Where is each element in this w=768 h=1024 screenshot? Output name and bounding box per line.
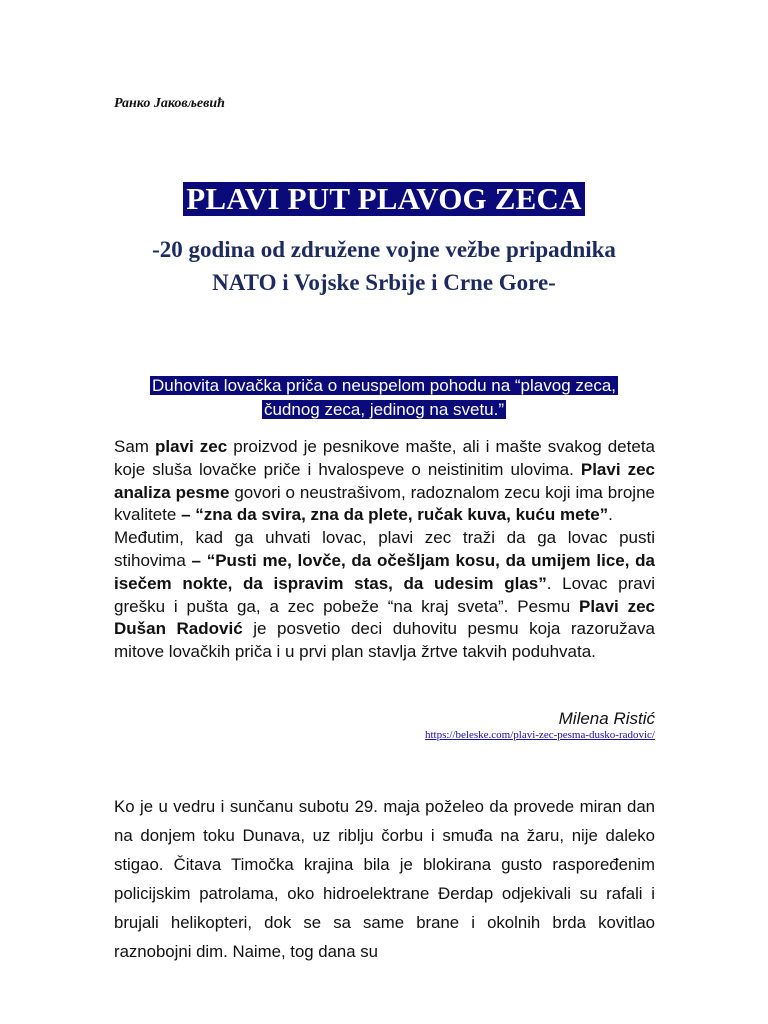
intro-text-run: proizvod je pesnikove mašte, ali i mašte svakog deteta koje sluša lovačke priče i hvalospeve o neistinitim ulovima. xyxy=(114,437,655,479)
intro-paragraph-1 xyxy=(114,436,655,527)
subtitle-line-1: -20 godina od združene vojne vežbe pripadnika xyxy=(152,237,616,262)
intro-text-run: govori o neustrašivom, radoznalom zecu koji ima brojne kvalitete xyxy=(114,482,655,525)
quote-signature: Milena Ristić xyxy=(558,709,655,728)
intro-text-run: . Lovac pravi grešku i pušta ga, a zec pobeže “na kraj sveta”. Pesmu xyxy=(114,573,655,616)
intro-text-run: Sam xyxy=(114,437,156,456)
teaser-highlight xyxy=(0,374,768,422)
teaser-line-1: Duhovita lovačka priča o neuspelom pohodu na “plavog zeca, xyxy=(151,376,616,395)
subtitle-line-2: NATO i Vojske Srbije i Crne Gore- xyxy=(212,270,556,295)
intro-text-run: Međutim, kad ga uhvati lovac, plavi zec traži da ga lovac pusti stihovima xyxy=(114,528,655,570)
intro-text-run: je posvetio deci duhovitu pesmu koja razoružava mitove lovačkih priča i u prvi plan stavlja žrtve takvih poduhvata. xyxy=(114,619,655,662)
intro-text xyxy=(114,436,655,664)
source-link[interactable]: https://beleske.com/plavi-zec-pesma-dusko-radovic/ xyxy=(424,729,655,741)
intro-bold-run: – “zna da svira, zna da plete, ručak kuva, kuću mete” xyxy=(181,505,609,525)
author-name: Ранко Јаковљевић xyxy=(114,96,225,111)
intro-bold-run: Plavi zec analiza pesme xyxy=(114,459,656,502)
intro-bold-run: plavi zec xyxy=(155,437,228,456)
title-container xyxy=(0,182,768,216)
teaser-line-2: čudnog zeca, jedinog na svetu.” xyxy=(263,400,505,419)
intro-bold-run: – “ xyxy=(191,550,216,570)
intro-bold-run: Plavi zec Dušan Radović xyxy=(114,596,656,639)
intro-paragraph-2 xyxy=(114,527,655,664)
intro-bold-run: Pusti me, lovče, da očešljam kosu, da umijem lice, da isečem nokte, da ispravim stas, da udesim glas” xyxy=(114,550,656,593)
body-paragraph-1: Ko je u vedru i sunčanu subotu 29. maja poželeo da provede miran dan na donjem toku Dunava, uz riblju čorbu i smuđa na žaru, nije daleko stigao. Čitava Timočka krajina bila je blokirana gusto raspoređenim policijskim patrolama, oko hidroelektrane Đerdap odjekivali su rafali i brujali helikopteri, dok se sa same brane i okolnih brda kovitlao raznobojni dim. Naime, tog dana su xyxy=(114,797,655,961)
article-body xyxy=(114,792,655,966)
intro-text-run: . xyxy=(608,505,613,525)
article-subtitle xyxy=(0,233,768,299)
article-title: PLAVI PUT PLAVOG ZECA xyxy=(183,182,584,216)
